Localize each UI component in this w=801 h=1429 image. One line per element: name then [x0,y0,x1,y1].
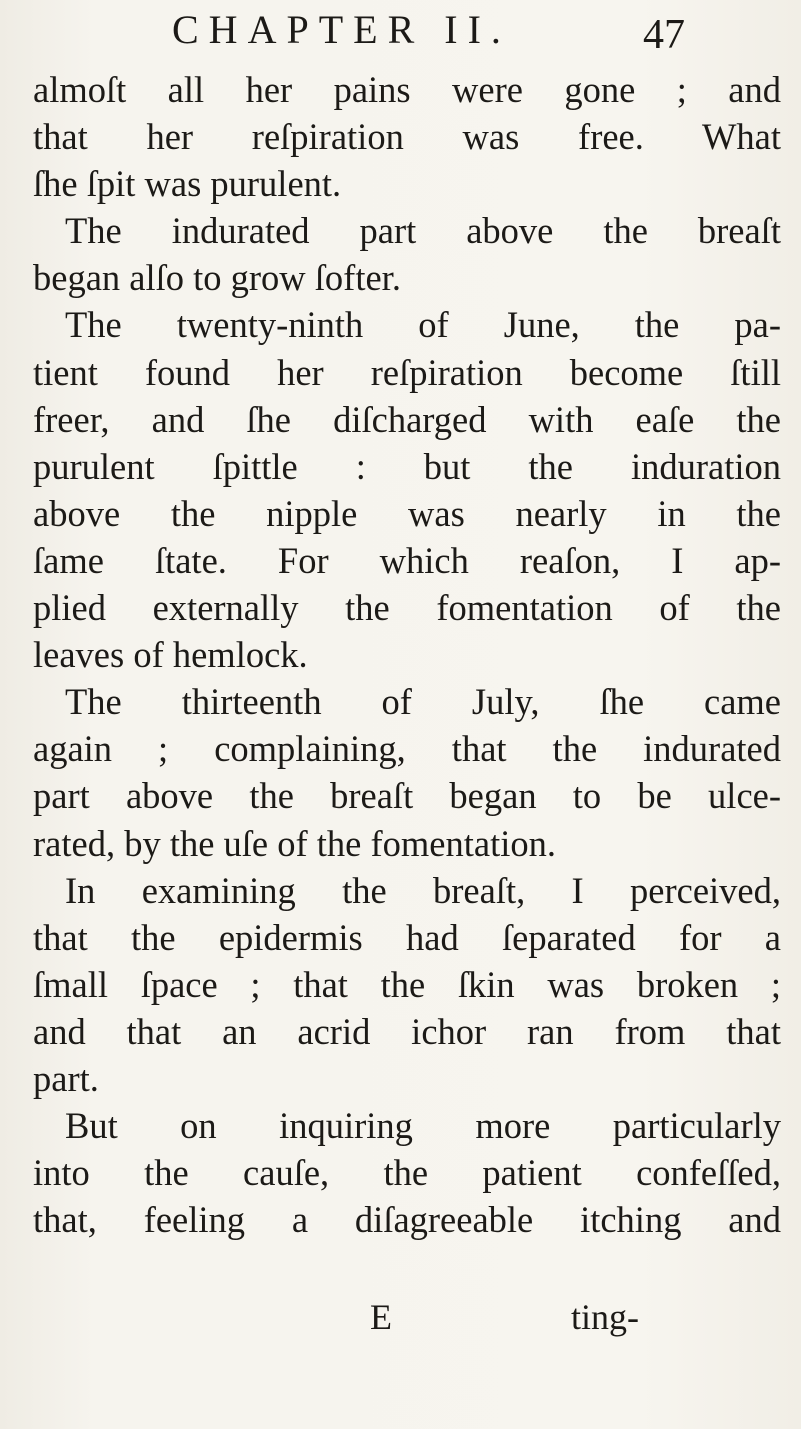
text-line: that her reſpiration was free. What [33,116,781,158]
text-line: that, feeling a diſagreeable itching and [33,1199,781,1241]
text-line: The indurated part above the breaſt [65,210,781,252]
text-line: leaves of hemlock. [33,634,308,676]
text-line: part. [33,1057,99,1099]
text-line: freer, and ſhe diſcharged with eaſe the [33,398,781,440]
text-line: began alſo to grow ſofter. [33,257,401,299]
text-line: ſame ſtate. For which reaſon, I ap- [33,539,781,581]
text-line: part above the breaſt began to be ulce- [33,775,781,817]
text-line: again ; complaining, that the indurated [33,728,781,770]
text-line: and that an acrid ichor ran from that [33,1010,781,1052]
signature-mark: E [370,1297,392,1337]
catchword: ting- [571,1297,639,1337]
running-title: CHAPTER II. [172,7,511,52]
text-line: plied externally the fomentation of the [33,587,781,629]
text-line: purulent ſpittle : but the induration [33,445,781,487]
text-line: tient found her reſpiration become ſtill [33,351,781,393]
page-number: 47 [643,12,685,58]
text-line: that the epidermis had ſeparated for a [33,916,781,958]
page-header [0,2,801,62]
text-line: The twenty-ninth of June, the pa- [65,304,781,346]
text-line: almoſt all her pains were gone ; and [33,69,781,110]
text-line: The thirteenth of July, ſhe came [65,681,781,723]
text-line: ſhe ſpit was purulent. [33,163,342,205]
text-line: ſmall ſpace ; that the ſkin was broken ; [33,963,781,1005]
page-footer [0,1293,801,1343]
text-line: into the cauſe, the patient confeſſed, [33,1152,781,1194]
text-line: above the nipple was nearly in the [33,492,781,534]
text-line: But on inquiring more particularly [65,1105,781,1147]
text-line: rated, by the uſe of the fomentation. [33,822,556,864]
body-text [33,66,781,1243]
text-line: In examining the breaſt, I perceived, [65,869,781,911]
